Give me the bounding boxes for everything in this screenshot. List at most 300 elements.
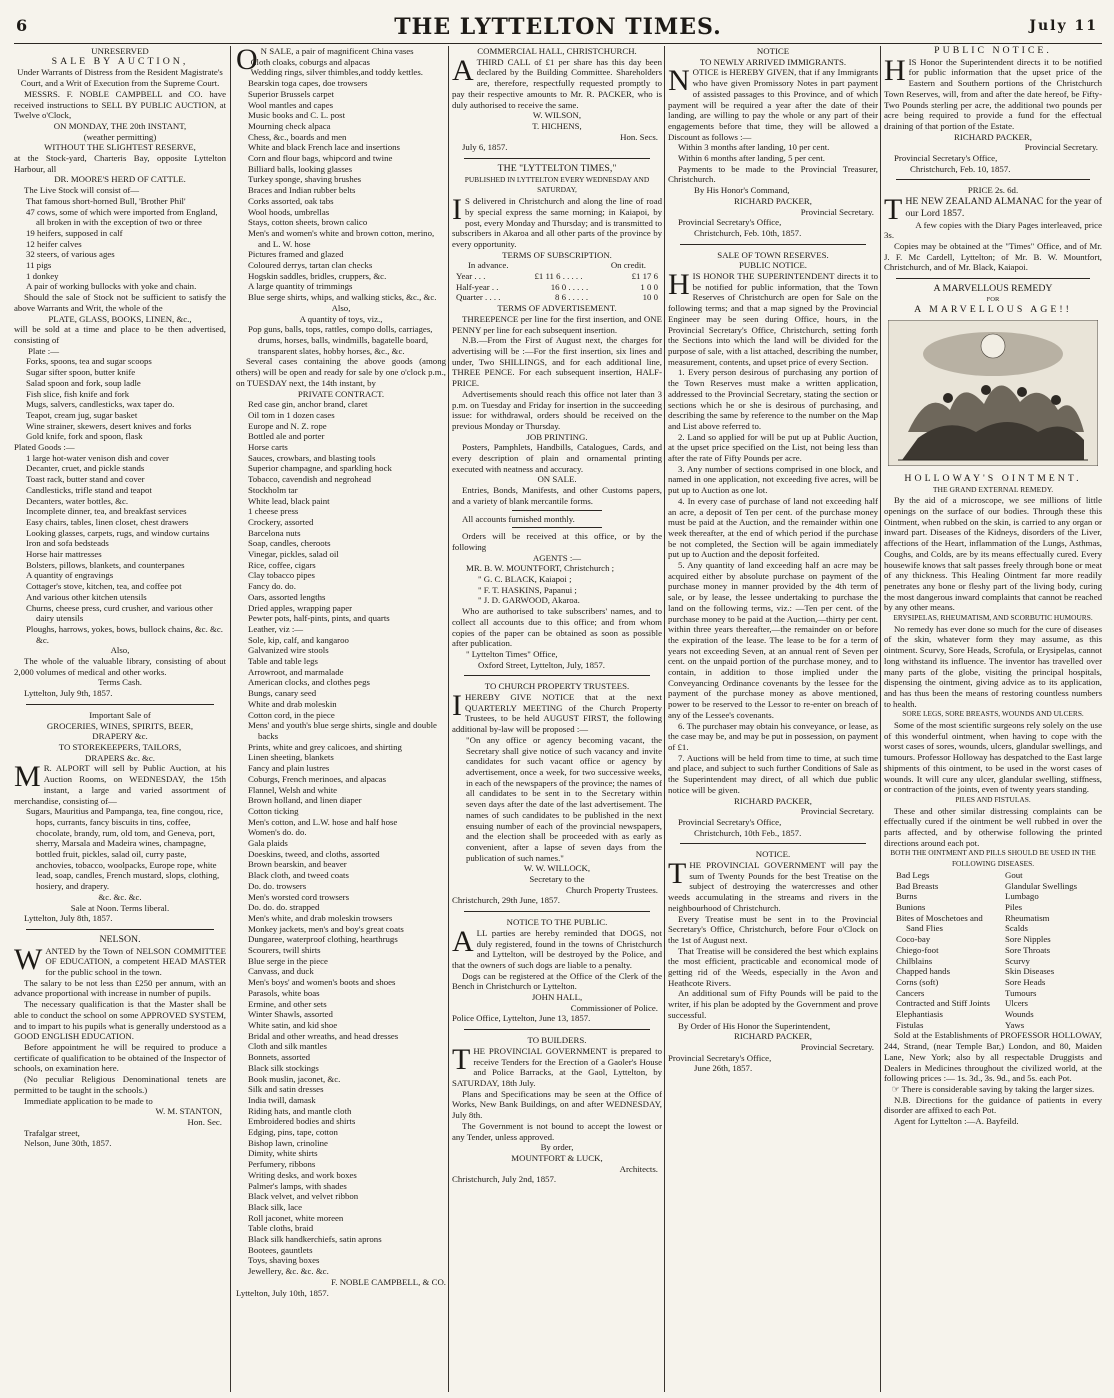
disease-item: Burns xyxy=(896,891,918,902)
list-item: White and drab moleskin xyxy=(248,698,337,709)
ad-headline: SALE OF TOWN RESERVES. xyxy=(717,249,829,260)
drop-cap: N xyxy=(668,64,690,98)
list-item: Do. do. do. strapped xyxy=(248,902,320,913)
list-item: Cloth cloaks, coburgs and alpacas xyxy=(250,56,370,67)
ad-paragraph: Advertisements should reach this office not later than 3 p.m. on Tuesday and Friday for insertion in the succeeding issue: for withdrawal, orders should be received on the previous Monday or Thursday. xyxy=(452,388,662,431)
ad-body xyxy=(452,53,662,111)
ad-body xyxy=(452,193,662,250)
ad-signature: RICHARD PACKER, xyxy=(734,195,812,206)
ad-dateline: July 6, 1857. xyxy=(462,142,508,153)
list-item: India twill, damask xyxy=(248,1094,316,1105)
list-item: Oil tom in 1 dozen cases xyxy=(248,409,335,420)
ad-paragraph: Some of the most scientific surgeons rely solely on the use of this wonderful ointment, when having to cope with the worst cases of sores, wounds, ulcers, glandular swellings, and tumours. Professor Holloway has despatched to the East large shipments of this ointment, to be used in the worst cases of wounds. It will cure any ulcer, glandular swelling, stiffness, or contraction of the joints, even of twenty years standing. xyxy=(884,720,1102,795)
ad-headline: NOTICE. xyxy=(755,849,791,860)
ad-divider xyxy=(896,179,1090,180)
list-item: Winter Shawls, assorted xyxy=(248,1009,333,1020)
list-item: Wool mantles and capes xyxy=(248,99,334,110)
list-item: White lead, black paint xyxy=(248,495,330,506)
list-item: Galvanized wire stools xyxy=(248,645,329,656)
list-heading: Plated Goods :— xyxy=(14,442,75,453)
section-heading: AGENTS :— xyxy=(532,552,582,563)
ad-paragraph: A few copies with the Diary Pages interleaved, price 3s. xyxy=(884,219,1102,241)
ad-headline: TO NEWLY ARRIVED IMMIGRANTS. xyxy=(699,56,847,67)
ad-headline: TO CHURCH PROPERTY TRUSTEES. xyxy=(484,681,630,692)
ad-dateline: Lyttelton, July 8th, 1857. xyxy=(24,913,113,924)
list-item: Palmer's lamps, with shades xyxy=(248,1180,347,1191)
agent-item: " G. C. BLACK, Kaiapoi ; xyxy=(478,574,572,585)
ad-signature-title: Commissioner of Police. xyxy=(570,1002,658,1013)
ad-kicker: Important Sale of xyxy=(89,709,151,720)
ad-body-text: IS Honor the Superintendent directs it to be notified for public information that the upset price of the Eastern and Southern portions of the Christchurch Town Reserves, will, from and after the date hereof, be Fifty-Two Pounds sterling per acre, the additional two pounds per acre being required to provide a fund for the effectual draining of that portion of the Estate. xyxy=(884,56,1102,131)
drop-cap: O xyxy=(236,46,258,76)
list-item: Bridal and other wreaths, and head dresses xyxy=(248,1030,399,1041)
ad-signature: T. HICHENS, xyxy=(532,120,582,131)
list-item: Cotton ticking xyxy=(248,805,299,816)
ad-body-text: OTICE is HEREBY GIVEN, that if any Immigrants who have given Promissory Notes in part payment of assisted passages to this Province, and of which payment will be required a year after the date of their landing, are willing to pay the whole or any part of their engagements before that time, they will be allowed a Discount as follows :— xyxy=(668,67,878,142)
ad-body xyxy=(14,760,226,806)
list-item: 12 heifer calves xyxy=(26,238,82,249)
list-item: Wine strainer, skewers, desert knives and forks xyxy=(26,420,192,431)
church-trustees-notice xyxy=(452,681,662,906)
ad-signature: W. WILSON, xyxy=(532,110,582,121)
ad-body xyxy=(884,53,1102,132)
table-row xyxy=(452,282,662,293)
list-item: Horse hair mattresses xyxy=(26,549,102,560)
ad-agent: Agent for Lyttelton :—A. Bayfeild. xyxy=(894,1116,1019,1127)
ad-signature: RICHARD PACKER, xyxy=(734,1031,812,1042)
ad-paragraph: Every Treatise must be sent in to the Provincial Secretary's Office, Christchurch, before Four o'Clock on the 1st of August next. xyxy=(668,913,878,945)
disease-item: Skin Diseases xyxy=(1005,966,1055,977)
ad-dateline: Christchurch, 29th June, 1857. xyxy=(452,895,560,906)
list-item: Bishop lawn, crinoline xyxy=(248,1137,328,1148)
list-item: Sugar sifter spoon, butter knife xyxy=(26,367,136,378)
list-item: Rice, coffee, cigars xyxy=(248,559,316,570)
table-header xyxy=(452,260,662,271)
plate-list xyxy=(14,356,226,442)
disease-item: Contracted and Stiff Joints xyxy=(896,998,990,1009)
ad-paragraph: Posters, Pamphlets, Handbills, Catalogues, Cards, and every description of plain and ornamental printing executed with neatness and accuracy. xyxy=(452,442,662,474)
ad-headline-connector: FOR xyxy=(986,295,1000,303)
term-item: 3. Any number of sections comprised in one block, and named in one application, not exceeding five acres, will be put up to Auction as one lot. xyxy=(668,463,878,496)
list-item: Sole, kip, calf, and kangaroo xyxy=(248,634,349,645)
list-item: Flannel, Welsh and white xyxy=(248,784,338,795)
drop-cap: A xyxy=(452,53,474,87)
disease-item: Chapped hands xyxy=(896,966,950,977)
ad-also: Also, xyxy=(110,645,130,656)
ad-body-text: HEREBY GIVE NOTICE that at the next QUARTERLY MEETING of the Church Property Trustees, to be held AUGUST FIRST, the following additional by-law will be proposed :— xyxy=(452,692,662,735)
list-item: Black velvet, and velvet ribbon xyxy=(248,1191,359,1202)
column-header: On credit. xyxy=(610,260,646,271)
ad-headline: NELSON. xyxy=(99,933,141,945)
ad-authority: By His Honor's Command, xyxy=(694,185,790,196)
list-item: Men's and women's white and brown cotton, merino, and L. W. hose xyxy=(248,227,435,249)
ad-kicker: UNRESERVED xyxy=(91,46,149,56)
ad-body: MESSRS. F. NOBLE CAMPBELL and CO. have received instructions to SELL BY PUBLIC AUCTION, at Twelve o'Clock, xyxy=(14,88,226,121)
ad-paragraph: N.B. Directions for the guidance of patients in every disorder are affixed to each Pot. xyxy=(884,1094,1102,1116)
ad-divider xyxy=(512,510,602,511)
ad-quote: "On any office or agency becoming vacant, the Secretary shall give notice of such vacancy and invite candidates for such vacant office or agency by advertisement, once a week, for two successive weeks, in each of the newspapers of the province; the names of all candidates to be sent in to the Secretary within seven days after the date of the last advertisement. The names of such candidates to be published in the next ensuing number of each of the provincial newspapers, and the election shall be proceeded with as early as convenient, after a lapse of seven days from the publication of such names." xyxy=(466,734,662,863)
ad-paragraph: Orders will be received at this office, or by the following xyxy=(452,531,662,552)
ad-paragraph: Before appointment he will be required to produce a certificate of qualification to be obtained of the Inspector of schools, on examination here. xyxy=(14,1041,226,1074)
ad-paragraph: An additional sum of Fifty Pounds will be paid to the writer, if his plan be adopted by the Government and prove successful. xyxy=(668,988,878,1020)
ad-dateline: Christchurch, 10th Feb., 1857. xyxy=(694,827,802,838)
drop-cap: I xyxy=(452,689,462,723)
ad-paragraph: The salary to be not less than £250 per annum, with an advance proportional with increase in number of pupils. xyxy=(14,977,226,999)
list-item: Bottled ale and porter xyxy=(248,431,325,442)
ad-office: Provincial Secretary's Office, xyxy=(894,153,998,164)
ad-date-line: ON MONDAY, THE 20th INSTANT, xyxy=(53,120,187,131)
list-item: Women's do. do. xyxy=(248,827,307,838)
almanac-ad xyxy=(884,185,1102,273)
list-item: Cotton cord, in the piece xyxy=(248,709,335,720)
livestock-list xyxy=(14,196,226,292)
list-item: Riding hats, and mantle cloth xyxy=(248,1105,352,1116)
ad-body-text: ANTED by the Town of NELSON COMMITTEE OF EDUCATION, a competent HEAD MASTER for the public school in the town. xyxy=(45,945,226,978)
list-item: Superior Brussels carpet xyxy=(248,88,334,99)
ad-signature-title: Secretary to the xyxy=(529,874,585,885)
holloway-ointment-ad xyxy=(884,284,1102,1127)
diseases-list xyxy=(884,870,1102,1031)
term-item: 7. Auctions will be held from time to time, at such time and place, and subject to such further Conditions of Sale as the Superintendent may direct, of all which due public notice will be given. xyxy=(668,752,878,795)
ad-signature: RICHARD PACKER, xyxy=(734,795,812,806)
disease-item: Glandular Swellings xyxy=(1005,880,1078,891)
list-item: Table cloths, braid xyxy=(248,1223,314,1234)
list-heading: Plate :— xyxy=(28,345,60,356)
list-item: Book muslin, jaconet, &c. xyxy=(248,1073,341,1084)
upset-price-notice xyxy=(884,46,1102,174)
ad-authority: By Order of His Honor the Superintendent, xyxy=(678,1020,831,1031)
list-item: Billiard balls, looking glasses xyxy=(248,163,353,174)
ad-lot-title: DR. MOORE'S HERD OF CATTLE. xyxy=(54,174,186,185)
list-item: Stays, cotton sheets, brown calico xyxy=(248,217,368,228)
list-item: Fish slice, fish knife and fork xyxy=(26,388,130,399)
watercress-treatise-notice xyxy=(668,849,878,1074)
household-list xyxy=(14,496,226,646)
list-item: Churns, cheese press, curd crusher, and various other dairy utensils xyxy=(26,602,213,624)
list-item: Decanter, cruet, and pickle stands xyxy=(26,463,145,474)
ad-also-sub: A quantity of toys, viz., xyxy=(299,313,383,324)
section-heading: BOTH THE OINTMENT AND PILLS SHOULD BE USED IN THE FOLLOWING DISEASES. xyxy=(890,848,1096,869)
ad-lot-title: PLATE, GLASS, BOOKS, LINEN, &c., xyxy=(48,313,192,324)
ad-body-text: HE PROVINCIAL GOVERNMENT will pay the sum of Twenty Pounds for the best Treatise on the subject of destroying the watercresses and other weeds accumulating in the streams and rivers in the neighbourhood of Christchurch. xyxy=(668,860,878,913)
list-item: Decanters, water bottles, &c. xyxy=(26,495,129,506)
goods-list xyxy=(236,399,446,1277)
ad-etc: &c. &c. &c. xyxy=(98,891,142,902)
plated-goods-list xyxy=(14,453,226,496)
table-cell: Quarter . . . . xyxy=(456,292,501,303)
list-item: Superior champagne, and sparkling hock xyxy=(248,463,392,474)
ad-headline: DRAPERY &c. xyxy=(92,731,148,742)
product-title: HOLLOWAY'S OINTMENT. xyxy=(904,472,1082,484)
list-item: A pair of working bullocks with yoke and chain. xyxy=(26,281,197,292)
list-item: Iron and sofa bedsteads xyxy=(26,538,109,549)
ad-body-text: N SALE, a pair of magnificent China vases xyxy=(260,46,414,56)
ad-divider xyxy=(512,527,602,528)
term-item: 5. Any quantity of land exceeding half an acre may be acquired either by absolute purchase on payment of the purchase money in manner provided by the 4th term of sale, or by lease, the lessee undertaking to purchase the land on the following terms, viz.: —Ten per cent. of the purchase money to be paid at the Auction,—thirty per cent. within three years thereafter,—the remainder on or before the expiration of the lease. The lease to be for a term of years not exceeding Seven, at an annual rent of Seven per cent. on the unpaid portion of the purchase money, and to contain, in addition to those implied under the Conveyancing Ordinance covenants by the lessee for the payment of the purchase money as above mentioned, power to be reserved to the Lessor to re-enter on breach of any of the Lessee's covenants. xyxy=(668,560,878,720)
ad-signature-title: Provincial Secretary. xyxy=(800,1041,874,1052)
table-cell: 16 0 . . . . . xyxy=(550,281,589,292)
section-heading: ERYSIPELAS, RHEUMATISM, AND SCORBUTIC HUMOURS. xyxy=(893,613,1093,623)
ad-body xyxy=(884,193,1102,227)
list-item: Blue serge shirts, whips, and walking sticks, &c., &c. xyxy=(248,292,437,303)
ad-divider xyxy=(680,244,866,245)
list-item: Crockery, assorted xyxy=(248,516,314,527)
list-item: Men's white, and drab moleskin trowsers xyxy=(248,912,393,923)
list-item: Do. do. trowsers xyxy=(248,880,307,891)
column-divider xyxy=(230,46,231,1392)
list-item: Mugs, salvers, candlesticks, wax taper do. xyxy=(26,399,175,410)
list-item: 47 cows, some of which were imported from England, all broken in with the exception of two or three xyxy=(26,206,218,228)
list-item: Incomplete dinner, tea, and breakfast services xyxy=(26,506,187,517)
ad-body-text: LL parties are hereby reminded that DOGS, not duly registered, found in the towns of Christchurch and Lyttelton, will be destroyed by the Police, and that the owners of such dogs are liable to a penalty. xyxy=(452,927,662,970)
list-item: Brown holland, and linen diaper xyxy=(248,795,362,806)
agent-item: MR. B. W. MOUNTFORT, Christchurch ; xyxy=(466,563,615,574)
list-item: Looking glasses, carpets, rugs, and window curtains xyxy=(26,527,210,538)
list-item: 11 pigs xyxy=(26,260,52,271)
cattle-auction-ad xyxy=(14,46,226,699)
table-cell: Year . . . xyxy=(456,271,486,282)
list-item: Bonnets, assorted xyxy=(248,1052,311,1063)
ad-paragraph: Immediate application to be made to xyxy=(24,1095,153,1106)
ad-paragraph: These and other similar distressing complaints can be effectually cured if the ointment be well rubbed in over the parts affected, and by otherwise following the printed directions around each pot. xyxy=(884,805,1102,848)
ad-divider xyxy=(464,911,650,912)
column-1 xyxy=(14,46,226,1396)
list-item: Dungaree, waterproof clothing, hearthrugs xyxy=(248,934,398,945)
list-item: That famous short-horned Bull, 'Brother Phil' xyxy=(26,195,186,206)
ad-divider xyxy=(26,704,214,705)
engraving-head xyxy=(1017,387,1027,397)
ad-headline: COMMERCIAL HALL, CHRISTCHURCH. xyxy=(477,46,637,56)
engraving-sun xyxy=(981,334,1005,358)
list-item: 19 heifers, supposed in calf xyxy=(26,227,123,238)
list-item: Mourning check alpaca xyxy=(248,120,331,131)
section-heading: ON SALE. xyxy=(537,474,577,485)
list-item: Parasols, white boas xyxy=(248,987,320,998)
list-item: A large quantity of trimmings xyxy=(248,281,353,292)
ad-reserve-note: WITHOUT THE SLIGHTEST RESERVE, xyxy=(44,142,196,153)
page-number: 6 xyxy=(16,16,28,35)
list-item: Bearskin toga capes, doe trowsers xyxy=(248,78,368,89)
list-item: White and black French lace and insertions xyxy=(248,142,400,153)
issue-date: July 11 xyxy=(1029,18,1098,34)
ad-paragraph: Should the sale of Stock not be sufficient to satisfy the above Warrants and Writ, the whole of the xyxy=(14,292,226,313)
ad-goods-list: Sugars, Mauritius and Pampanga, tea, fine congou, rice, hops, currants, fancy biscuits in tins, coffee, chocolate, brandy, rum, old tom, and Geneva, port, sherry, Marsala and Madeira wines, champagne, bottled fruit, pickles, salad oil, curry paste, anchovies, tobacco, woolpacks, Europe rope, white lead, soap, candles, French mustard, slops, clothing, hosiery, and drapery. xyxy=(26,806,223,892)
ad-body xyxy=(668,64,878,142)
list-item: Leather, viz :— xyxy=(248,623,304,634)
column-3 xyxy=(452,46,662,1396)
list-item: Black cloth, and tweed coats xyxy=(248,870,349,881)
ad-paragraph: The Government is not bound to accept the lowest or any Tender, unless approved. xyxy=(452,1120,662,1142)
ad-headline: SALE BY AUCTION, xyxy=(51,55,189,67)
list-item: Gala plaids xyxy=(248,838,288,849)
list-item: Linen sheeting, blankets xyxy=(248,752,334,763)
ad-headline: A MARVELLOUS AGE!! xyxy=(914,304,1072,316)
list-item: 1 donkey xyxy=(26,270,59,281)
term-item: 2. Land so applied for will be put up at Public Auction, at the upset price specified on the List, not being less than after the rate of Fifty Pounds per acre. xyxy=(668,431,878,464)
list-item: Arrowroot, and marmalade xyxy=(248,666,344,677)
list-item: Brown bearskin, and beaver xyxy=(248,859,347,870)
list-item: Music books and C. L. post xyxy=(248,110,346,121)
ad-body xyxy=(452,924,662,971)
list-item: Red case gin, anchor brand, claret xyxy=(248,399,368,410)
disease-item: Bad Breasts xyxy=(896,880,939,891)
disease-item: Tumours xyxy=(1005,987,1037,998)
town-reserves-notice xyxy=(668,250,878,839)
disease-item: Piles xyxy=(1005,902,1023,912)
ad-divider xyxy=(464,158,650,159)
ad-headline: A MARVELLOUS REMEDY xyxy=(933,283,1053,295)
table-cell: 1 0 0 xyxy=(640,281,658,292)
list-item: Black silk, lace xyxy=(248,1201,302,1212)
list-item: 32 steers, of various ages xyxy=(26,249,115,260)
disease-item: Chilblains xyxy=(896,955,933,966)
ad-price: PRICE 2s. 6d. xyxy=(967,185,1019,196)
ad-body xyxy=(452,1042,662,1089)
list-item: Sauces, crowbars, and blasting tools xyxy=(248,452,376,463)
list-item: Table and table legs xyxy=(248,656,318,667)
ad-paragraph: No remedy has ever done so much for the cure of diseases of the skin, whatever form they may assume, as this ointment. Scurvy, Sore Heads, Scrofula, or Erysipelas, cannot long withstand its influence. The inventor has travelled over many parts of the globe, visiting the principal hospitals, dispensing the ointment, giving advice as to its application, and has thus been the means of restoring countless numbers to health. xyxy=(884,623,1102,709)
ad-also: Also, xyxy=(331,302,351,313)
ad-dateline: Nelson, June 30th, 1857. xyxy=(24,1138,112,1149)
list-item: Roll jaconet, white moreen xyxy=(248,1212,344,1223)
engraving-head xyxy=(1051,395,1061,405)
ad-signature: W. W. WILLOCK, xyxy=(523,863,591,874)
ad-body-text: HE PROVINCIAL GOVERNMENT is prepared to receive Tenders for the Erection of a Gaoler's House and Police Barracks, at the Gaol, Lyttelton, by SATURDAY, 18th July. xyxy=(452,1045,662,1088)
list-item: Ermine, and other sets xyxy=(248,998,327,1009)
column-4 xyxy=(668,46,878,1396)
list-item: Coloured derrys, tartan clan checks xyxy=(248,260,373,271)
ad-body xyxy=(14,942,226,978)
drop-cap: H xyxy=(884,53,906,87)
ad-headline: PUBLIC NOTICE. xyxy=(739,260,807,271)
drop-cap: I xyxy=(452,193,462,227)
list-item: Soap, candles, cheroots xyxy=(248,538,331,549)
list-item: Hogskin saddles, bridles, cruppers, &c. xyxy=(248,270,387,281)
list-item: Mens' and youth's blue serge shirts, single and double backs xyxy=(248,720,437,741)
list-item: Ploughs, harrows, yokes, bows, bullock chains, &c. &c. &c. xyxy=(26,623,223,645)
table-row xyxy=(452,292,662,303)
disease-item: Wounds xyxy=(1005,1009,1034,1020)
ad-headline: PUBLIC NOTICE. xyxy=(934,46,1052,56)
ad-note: ☞ There is considerable saving by taking the larger sizes. xyxy=(891,1083,1095,1094)
ad-subhead: Under Warrants of Distress from the Resident Magistrate's Court, and a Writ of Execution from the Supreme Court. xyxy=(17,67,223,89)
disease-item: Gout xyxy=(1005,869,1023,880)
ad-signature: W. M. STANTON, xyxy=(155,1106,222,1117)
list-item: Salad spoon and fork, soup ladle xyxy=(26,377,141,388)
column-5 xyxy=(884,46,1102,1396)
list-item: Clay tobacco pipes xyxy=(248,570,315,581)
disease-item: Fistulas xyxy=(896,1019,924,1030)
discount-item: Within 3 months after landing, 10 per cent. xyxy=(678,142,830,153)
list-item: Corn and flour bags, whipcord and twine xyxy=(248,153,393,164)
list-item: Pictures framed and glazed xyxy=(248,249,344,260)
list-item: Tobacco, cavendish and negrohead xyxy=(248,474,371,485)
list-item: Candlesticks, trifle stand and teapot xyxy=(26,484,152,495)
ad-body xyxy=(668,268,878,367)
section-heading: TERMS OF SUBSCRIPTION. xyxy=(502,249,612,260)
ad-subhead: PUBLISHED IN LYTTELTON EVERY WEDNESDAY AND SATURDAY, xyxy=(464,174,650,195)
list-item: Jewellery, &c. &c. &c. xyxy=(248,1266,329,1277)
term-item: 1. Every person desirous of purchasing any portion of the Town Reserves must make a written application, addressed to the Provincial Secretary, stating the section or sections which he or she is desirous of purchasing, and describing the same by reference to the number on the Map and List above referred to. xyxy=(668,367,878,431)
list-item: And various other kitchen utensils xyxy=(26,591,147,602)
list-item: Blue serge in the piece xyxy=(248,955,328,966)
ad-address: Oxford Street, Lyttelton, July, 1857. xyxy=(478,659,605,670)
list-item: Vinegar, pickles, salad oil xyxy=(248,549,339,560)
ad-body xyxy=(452,689,662,735)
ad-paragraph: Plans and Specifications may be seen at the Office of Works, New Bank Buildings, on and after WEDNESDAY, July 8th. xyxy=(452,1088,662,1121)
ad-signature: MOUNTFORT & LUCK, xyxy=(511,1152,603,1163)
campbell-on-sale-ad xyxy=(236,46,446,1298)
ad-paragraph: (No peculiar Religious Denominational tenets are permitted to be taught in the schools.) xyxy=(14,1074,226,1095)
list-item: Writing desks, and work boxes xyxy=(248,1169,357,1180)
column-divider xyxy=(664,46,665,1392)
list-item: Europe and N. Z. rope xyxy=(248,420,327,431)
ad-headline: TO STOREKEEPERS, TAILORS, xyxy=(58,742,182,752)
masthead xyxy=(14,10,1102,44)
list-item: Canvass, and duck xyxy=(248,966,314,977)
list-item: Oars, assorted lengths xyxy=(248,591,326,602)
disease-item: Bad Legs xyxy=(896,869,930,880)
disease-item: Cancers xyxy=(896,987,925,998)
list-item: Monkey jackets, men's and boy's great coats xyxy=(248,923,404,934)
nelson-school-ad xyxy=(14,935,226,1149)
diseases-column xyxy=(884,870,993,1031)
list-item: Scourers, twill shirts xyxy=(248,945,321,956)
list-item: Easy chairs, tables, linen closet, chest drawers xyxy=(26,516,189,527)
list-item: Bootees, gauntlets xyxy=(248,1244,313,1255)
column-divider xyxy=(880,46,881,1392)
drop-cap: T xyxy=(668,857,687,891)
product-subtitle: THE GRAND EXTERNAL REMEDY. xyxy=(932,484,1054,494)
list-item: Turkey sponge, shaving brushes xyxy=(248,174,362,185)
groceries-sale-ad xyxy=(14,710,226,924)
term-item: 6. The purchaser may obtain his conveyance, or lease, as the case may be, and may be put in possession, on payment of £1. xyxy=(668,720,878,752)
disease-item: Chiego-foot xyxy=(896,944,939,955)
dogs-notice xyxy=(452,917,662,1024)
list-item: American clocks, and clothes pegs xyxy=(248,677,370,688)
immigrants-notice xyxy=(668,46,878,239)
list-item: Coburgs, French merinoes, and alpacas xyxy=(248,773,387,784)
ad-signature: JOHN HALL, xyxy=(531,992,583,1003)
list-item: Bungs, canary seed xyxy=(248,688,317,699)
ad-body-text: THIRD CALL of £1 per share has this day been declared by the Building Committee. Shareholders are, therefore, respectfully requested promptly to pay their respective amounts to Mr. R. PACKER, who is duly authorised to receive the same. xyxy=(452,56,662,110)
ad-divider xyxy=(26,929,214,930)
ad-list-intro: The Live Stock will consist of— xyxy=(24,185,140,196)
ad-body-text: S delivered in Christchurch and along the line of road by special express the same morning; in Kaiapoi, by post, every Monday and Thursday; and is transmitted to subscribers in Akaroa and all other parts of the province by every opportunity. xyxy=(452,196,662,249)
list-item: 1 large hot-water venison dish and cover xyxy=(26,452,169,463)
ad-paragraph: By the aid of a microscope, we see millions of little openings on the surface of our bodies. Through these this Ointment, when rubbed on the skin, is carried to any organ or inward part. Diseases of the Kidneys, disorders of the Liver, affections of the Heart, inflammation of the Lungs, Asthmas, Coughs, and Colds, are by its means effectually cured. Every housewife knows that salt passes freely through bone or meat of any thickness. This Healing Ointment far more readily penetrates any bone or fleshy part of the living body, curing the most dangerous inward complaints that cannot be reached by any other means. xyxy=(884,495,1102,613)
ad-signature: F. NOBLE CAMPBELL, & CO. xyxy=(331,1276,446,1287)
list-item: Fancy and plain lustres xyxy=(248,763,330,774)
list-item: Toast rack, butter stand and cover xyxy=(26,474,145,485)
ad-paragraph: Copies may be obtained at the "Times" Office, and of Mr. J. F. Mc Cardell, Lyttelton; of Mr. B. W. Mountfort, Christchurch, and of Mr. Black, Kaiapoi. xyxy=(884,240,1102,273)
ad-signature-title: Provincial Secretary. xyxy=(1024,142,1098,153)
list-item: Pewter pots, half-pints, pints, and quarts xyxy=(248,613,390,624)
disease-item: Elephantiasis xyxy=(896,1009,943,1020)
disease-item: Yaws xyxy=(1005,1019,1025,1030)
list-item: Men's cotton, and L.W. hose and half hose xyxy=(248,816,398,827)
ad-dateline: Lyttelton, July 10th, 1857. xyxy=(236,1287,329,1298)
list-item: Gold knife, fork and spoon, flask xyxy=(26,431,143,442)
list-item: Men's boys' and women's boots and shoes xyxy=(248,977,396,988)
list-item: Black silk stockings xyxy=(248,1062,319,1073)
ad-office: Provincial Secretary's Office, xyxy=(678,217,782,228)
ad-paragraph: will be sold at a time and place to be then advertised, consisting of xyxy=(14,324,226,345)
ad-signature-title: Hon. Secs. xyxy=(620,131,658,142)
ad-headline: GROCERIES, WINES, SPIRITS, BEER, xyxy=(46,720,194,731)
disease-item: Coco-bay xyxy=(896,934,931,945)
column-2 xyxy=(236,46,446,1396)
